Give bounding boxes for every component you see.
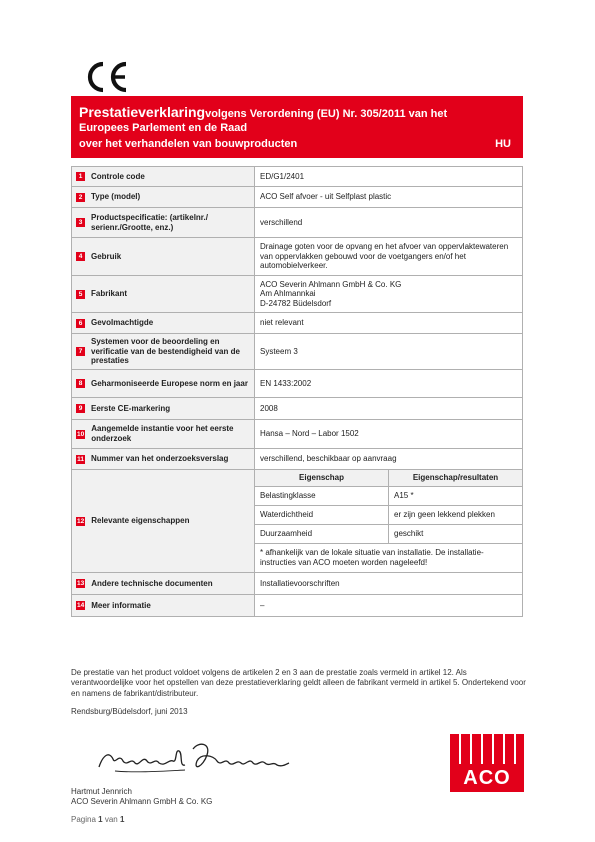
row-number: 1 (76, 172, 85, 181)
properties-note: * afhankelijk van de lokale situatie van installatie. De installatie-instructies van ACO moeten worden nageleefd! (260, 548, 484, 567)
row-number: 3 (76, 218, 85, 227)
table-row (72, 449, 523, 470)
row-value: 2008 (255, 398, 523, 420)
title-line-1 (79, 104, 447, 122)
row-label: Andere technische documenten (91, 578, 213, 588)
signer-name: Hartmut Jennrich (71, 787, 132, 796)
table-row (72, 420, 523, 449)
aco-logo-text: ACO (463, 767, 511, 789)
row-number: 11 (77, 455, 84, 463)
table-row (72, 167, 523, 187)
row-number: 5 (76, 290, 85, 299)
row-value: ACO Self afvoer - uit Selfplast plastic (255, 187, 523, 208)
row-label: Gevolmachtigde (91, 318, 154, 328)
table-row (72, 313, 523, 334)
property-row (255, 487, 522, 506)
title-banner (71, 96, 523, 158)
property-row (255, 506, 522, 525)
row-label: Systemen voor de beoordeling en verificatie van de bestendigheid van de prestaties (91, 337, 240, 366)
declaration-table (71, 166, 523, 617)
title-main: Prestatieverklaring (79, 104, 206, 120)
row-label: Eerste CE-markering (91, 403, 171, 413)
row-value (255, 276, 523, 313)
property-name: Belastingklasse (255, 487, 389, 506)
row-number: 10 (77, 430, 85, 438)
row-number: 8 (76, 379, 85, 388)
row-label: Geharmoniseerde Europese norm en jaar (91, 378, 248, 388)
row-label: Meer informatie (91, 600, 151, 610)
row-number: 12 (77, 517, 85, 525)
row-number: 13 (77, 580, 85, 587)
signer-block (71, 787, 212, 808)
row-label: Controle code (91, 171, 145, 181)
row-label: Nummer van het onderzoeksverslag (91, 454, 229, 464)
table-row (72, 573, 523, 595)
aco-logo (450, 734, 524, 792)
property-row (255, 525, 522, 544)
row-value: Installatievoorschriften (255, 573, 523, 595)
signer-company: ACO Severin Ahlmann GmbH & Co. KG (71, 797, 213, 807)
properties-col-header: Eigenschap (255, 470, 389, 487)
table-row (72, 470, 523, 573)
table-row (72, 595, 523, 617)
title-line-3: over het verhandelen van bouwproducten (79, 138, 298, 150)
row-label: Productspecificatie: (artikelnr./ serienr./Grootte, enz.) (91, 212, 208, 232)
property-name: Duurzaamheid (255, 525, 389, 544)
title-line-2: Europees Parlement en de Raad (79, 122, 248, 134)
row-label: Gebruik (91, 251, 122, 261)
property-value: A15 * (389, 487, 523, 506)
properties-table (255, 470, 522, 572)
row-number: 6 (76, 319, 85, 328)
declaration-statement: De prestatie van het product voldoet volgens de artikelen 2 en 3 aan de prestatie zoals vermeld in artikel 12. Als verantwoordelijke voor het opstellen van deze prestatieverklaring geldt alleen de fabrikant vermeld in artikel 5. Ondertekend voor en namens de fabrikant/distributeur. (71, 668, 526, 698)
row-value: niet relevant (255, 313, 523, 334)
row-label: Relevante eigenschappen (91, 516, 190, 526)
manufacturer-city: D-24782 Büdelsdorf (260, 298, 332, 308)
row-number: 7 (76, 347, 85, 356)
row-value: Drainage goten voor de opvang en het afvoer van oppervlaktewateren van oppervlakken gebouwd voor de voetgangers en/of het automobielverkeer. (255, 238, 523, 276)
properties-cell (255, 470, 523, 573)
row-label: Type (model) (91, 192, 141, 202)
row-number: 14 (77, 602, 85, 609)
row-value: verschillend (255, 208, 523, 238)
row-value: – (255, 595, 523, 617)
ce-mark-icon (84, 61, 130, 98)
properties-col-header: Eigenschap/resultaten (389, 470, 523, 487)
table-row (72, 276, 523, 313)
property-value: geschikt (389, 525, 523, 544)
table-row (72, 238, 523, 276)
row-label: Aangemelde instantie voor het eerste onderzoek (91, 424, 234, 443)
place-date: Rendsburg/Büdelsdorf, juni 2013 (71, 707, 188, 716)
table-row (72, 370, 523, 398)
row-number: 9 (76, 404, 85, 413)
property-name: Waterdichtheid (255, 506, 389, 525)
row-value: ED/G1/2401 (255, 167, 523, 187)
page-number: Pagina 1 van 1 (71, 815, 125, 824)
title-rest: volgens Verordening (EU) Nr. 305/2011 van het (205, 108, 448, 120)
row-value: Systeem 3 (255, 334, 523, 370)
row-number: 2 (76, 193, 85, 202)
row-value: EN 1433:2002 (255, 370, 523, 398)
signature-icon (95, 737, 295, 782)
row-number: 4 (76, 252, 85, 261)
row-value: Hansa – Nord – Labor 1502 (255, 420, 523, 449)
manufacturer-name: ACO Severin Ahlmann GmbH & Co. KG (260, 279, 402, 289)
row-label: Fabrikant (91, 289, 128, 299)
property-value: er zijn geen lekkend plekken (389, 506, 523, 525)
table-row (72, 334, 523, 370)
language-code: HU (495, 138, 511, 150)
table-row (72, 398, 523, 420)
table-row (72, 187, 523, 208)
table-row (72, 208, 523, 238)
row-value: verschillend, beschikbaar op aanvraag (255, 449, 523, 470)
manufacturer-street: Am Ahlmannkai (260, 289, 316, 299)
